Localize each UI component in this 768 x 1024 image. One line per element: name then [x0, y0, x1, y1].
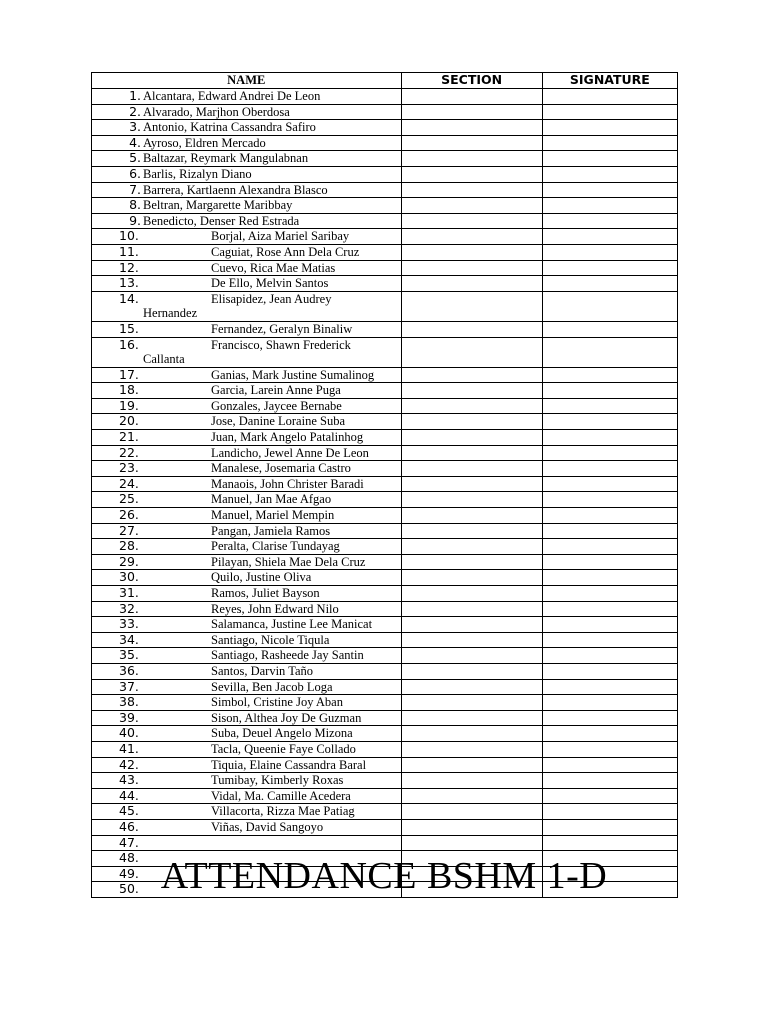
signature-cell[interactable] — [542, 804, 677, 820]
student-name: Alvarado, Marjhon Oberdosa — [143, 104, 290, 119]
signature-cell[interactable] — [542, 213, 677, 229]
student-name: Garcia, Larein Anne Puga — [211, 383, 341, 398]
signature-cell[interactable] — [542, 476, 677, 492]
section-cell[interactable] — [401, 679, 542, 695]
section-cell[interactable] — [401, 508, 542, 524]
signature-cell[interactable] — [542, 695, 677, 711]
section-cell[interactable] — [401, 367, 542, 383]
name-cell — [92, 773, 402, 789]
name-cell — [92, 337, 402, 367]
signature-column-header: SIGNATURE — [542, 73, 677, 89]
table-row — [92, 398, 678, 414]
section-cell[interactable] — [401, 788, 542, 804]
section-cell[interactable] — [401, 773, 542, 789]
section-cell[interactable] — [401, 198, 542, 214]
row-number: 28. — [119, 538, 139, 554]
student-name: Reyes, John Edward Nilo — [211, 601, 339, 616]
table-row — [92, 663, 678, 679]
section-cell[interactable] — [401, 337, 542, 367]
row-number: 12. — [119, 259, 139, 275]
signature-cell[interactable] — [542, 430, 677, 446]
name-cell — [92, 120, 402, 136]
signature-cell[interactable] — [542, 508, 677, 524]
student-name: Tacla, Queenie Faye Collado — [211, 741, 356, 756]
name-cell — [92, 617, 402, 633]
student-name: Suba, Deuel Angelo Mizona — [211, 726, 353, 741]
name-cell — [92, 508, 402, 524]
table-row — [92, 835, 678, 851]
signature-cell[interactable] — [542, 539, 677, 555]
row-number: 14. — [119, 290, 139, 306]
table-row — [92, 741, 678, 757]
section-cell[interactable] — [401, 166, 542, 182]
signature-cell[interactable] — [542, 492, 677, 508]
signature-cell[interactable] — [542, 757, 677, 773]
table-row — [92, 710, 678, 726]
name-cell — [92, 788, 402, 804]
section-cell[interactable] — [401, 291, 542, 321]
student-name: Ayroso, Eldren Mercado — [143, 135, 266, 150]
table-row — [92, 554, 678, 570]
table-row — [92, 632, 678, 648]
student-name: Pilayan, Shiela Mae Dela Cruz — [211, 554, 366, 569]
student-name: Manuel, Jan Mae Afgao — [211, 492, 332, 507]
signature-cell[interactable] — [542, 835, 677, 851]
signature-cell[interactable] — [542, 741, 677, 757]
row-number: 5. — [129, 150, 141, 166]
table-row — [92, 367, 678, 383]
table-row — [92, 260, 678, 276]
signature-cell[interactable] — [542, 321, 677, 337]
signature-cell[interactable] — [542, 632, 677, 648]
student-name: Simbol, Cristine Joy Aban — [211, 695, 343, 710]
row-number: 39. — [119, 709, 139, 725]
table-row — [92, 586, 678, 602]
row-number: 49. — [119, 865, 139, 881]
section-cell[interactable] — [401, 151, 542, 167]
section-cell[interactable] — [401, 104, 542, 120]
row-number: 23. — [119, 460, 139, 476]
signature-cell[interactable] — [542, 601, 677, 617]
section-cell[interactable] — [401, 617, 542, 633]
student-name: Alcantara, Edward Andrei De Leon — [143, 89, 321, 103]
student-name: Benedicto, Denser Red Estrada — [143, 213, 300, 228]
row-number: 20. — [119, 413, 139, 429]
row-number: 10. — [119, 228, 139, 244]
student-name: Manalese, Josemaria Castro — [211, 461, 351, 476]
table-row — [92, 804, 678, 820]
row-number: 48. — [119, 850, 139, 866]
name-cell — [92, 166, 402, 182]
section-cell[interactable] — [401, 757, 542, 773]
table-row — [92, 476, 678, 492]
name-cell — [92, 104, 402, 120]
section-cell[interactable] — [401, 260, 542, 276]
row-number: 16. — [119, 336, 139, 352]
signature-cell[interactable] — [542, 523, 677, 539]
student-name: Francisco, Shawn Frederick — [211, 337, 351, 352]
section-cell[interactable] — [401, 741, 542, 757]
table-row — [92, 104, 678, 120]
section-cell[interactable] — [401, 819, 542, 835]
table-row — [92, 213, 678, 229]
table-row — [92, 788, 678, 804]
name-cell — [92, 679, 402, 695]
row-number: 44. — [119, 787, 139, 803]
student-name: Jose, Danine Loraine Suba — [211, 414, 345, 429]
signature-cell[interactable] — [542, 367, 677, 383]
name-cell — [92, 367, 402, 383]
row-number: 15. — [119, 320, 139, 336]
row-number: 34. — [119, 631, 139, 647]
signature-cell[interactable] — [542, 663, 677, 679]
section-cell[interactable] — [401, 554, 542, 570]
row-number: 19. — [119, 397, 139, 413]
name-cell — [92, 321, 402, 337]
student-name: Villacorta, Rizza Mae Patiag — [211, 804, 355, 819]
table-row — [92, 757, 678, 773]
table-row — [92, 492, 678, 508]
row-number: 36. — [119, 662, 139, 678]
student-name: Sevilla, Ben Jacob Loga — [211, 679, 333, 694]
row-number: 8. — [129, 197, 141, 213]
student-name: Landicho, Jewel Anne De Leon — [211, 445, 369, 460]
name-cell — [92, 648, 402, 664]
table-row — [92, 726, 678, 742]
name-cell — [92, 757, 402, 773]
table-row — [92, 120, 678, 136]
student-name: Baltazar, Reymark Mangulabnan — [143, 151, 309, 166]
signature-cell[interactable] — [542, 679, 677, 695]
student-name: Tumibay, Kimberly Roxas — [211, 773, 344, 788]
student-name: Gonzales, Jaycee Bernabe — [211, 398, 342, 413]
row-number: 9. — [129, 212, 141, 228]
student-name: Pangan, Jamiela Ramos — [211, 523, 331, 538]
student-name: Beltran, Margarette Maribbay — [143, 198, 293, 213]
row-number: 17. — [119, 366, 139, 382]
name-cell — [92, 213, 402, 229]
name-cell — [92, 414, 402, 430]
name-cell — [92, 198, 402, 214]
name-cell — [92, 291, 402, 321]
section-cell[interactable] — [401, 89, 542, 105]
name-cell — [92, 586, 402, 602]
student-name: Quilo, Justine Oliva — [211, 570, 312, 585]
name-cell — [92, 819, 402, 835]
signature-cell[interactable] — [542, 291, 677, 321]
student-name: Sison, Althea Joy De Guzman — [211, 710, 362, 725]
student-name: Cuevo, Rica Mae Matias — [211, 260, 336, 275]
table-row — [92, 291, 678, 321]
row-number: 35. — [119, 647, 139, 663]
table-row — [92, 182, 678, 198]
row-number: 30. — [119, 569, 139, 585]
table-row — [92, 445, 678, 461]
name-column-header: NAME — [92, 73, 402, 89]
row-number: 25. — [119, 491, 139, 507]
signature-cell[interactable] — [542, 89, 677, 105]
table-row — [92, 135, 678, 151]
section-cell[interactable] — [401, 182, 542, 198]
section-column-header: SECTION — [401, 73, 542, 89]
row-number: 3. — [129, 119, 141, 135]
row-number: 29. — [119, 553, 139, 569]
signature-cell[interactable] — [542, 166, 677, 182]
section-cell[interactable] — [401, 835, 542, 851]
name-cell — [92, 663, 402, 679]
table-row — [92, 229, 678, 245]
student-name: Juan, Mark Angelo Patalinhog — [211, 430, 364, 445]
row-number: 45. — [119, 803, 139, 819]
row-number: 1. — [129, 88, 141, 103]
row-number: 26. — [119, 507, 139, 523]
signature-cell[interactable] — [542, 135, 677, 151]
student-name: Santiago, Nicole Tiqula — [211, 632, 330, 647]
student-name: Caguiat, Rose Ann Dela Cruz — [211, 244, 360, 259]
student-name: Ganias, Mark Justine Sumalinog — [211, 367, 375, 382]
row-number: 31. — [119, 585, 139, 600]
table-row — [92, 430, 678, 446]
name-cell — [92, 461, 402, 477]
signature-cell[interactable] — [542, 461, 677, 477]
signature-cell[interactable] — [542, 104, 677, 120]
name-cell — [92, 476, 402, 492]
table-row — [92, 414, 678, 430]
student-name: Manaois, John Christer Baradi — [211, 476, 364, 491]
row-number: 40. — [119, 725, 139, 741]
table-row — [92, 601, 678, 617]
name-cell — [92, 695, 402, 711]
signature-cell[interactable] — [542, 570, 677, 586]
section-cell[interactable] — [401, 321, 542, 337]
section-cell[interactable] — [401, 570, 542, 586]
table-row — [92, 321, 678, 337]
student-name: Fernandez, Geralyn Binaliw — [211, 321, 353, 336]
student-name: Borjal, Aiza Mariel Saribay — [211, 229, 350, 244]
student-name: Antonio, Katrina Cassandra Safiro — [143, 120, 316, 135]
student-name: Barlis, Rizalyn Diano — [143, 166, 252, 181]
section-cell[interactable] — [401, 414, 542, 430]
table-row — [92, 508, 678, 524]
name-cell — [92, 89, 402, 105]
signature-cell[interactable] — [542, 617, 677, 633]
signature-cell[interactable] — [542, 120, 677, 136]
table-row — [92, 819, 678, 835]
row-number: 11. — [119, 243, 139, 259]
name-cell — [92, 539, 402, 555]
table-row — [92, 276, 678, 292]
name-cell — [92, 182, 402, 198]
section-cell[interactable] — [401, 276, 542, 292]
signature-cell[interactable] — [542, 182, 677, 198]
row-number: 32. — [119, 600, 139, 616]
name-cell — [92, 135, 402, 151]
name-cell — [92, 383, 402, 399]
student-name-continued: Callanta — [143, 352, 185, 367]
row-number: 37. — [119, 678, 139, 694]
row-number: 42. — [119, 756, 139, 772]
signature-cell[interactable] — [542, 788, 677, 804]
row-number: 6. — [129, 165, 141, 181]
name-cell — [92, 244, 402, 260]
name-cell — [92, 570, 402, 586]
section-cell[interactable] — [401, 229, 542, 245]
signature-cell[interactable] — [542, 726, 677, 742]
student-name: De Ello, Melvin Santos — [211, 276, 329, 291]
row-number: 21. — [119, 429, 139, 445]
table-row — [92, 523, 678, 539]
name-cell — [92, 804, 402, 820]
section-cell[interactable] — [401, 539, 542, 555]
signature-cell[interactable] — [542, 383, 677, 399]
name-cell — [92, 260, 402, 276]
name-cell — [92, 741, 402, 757]
name-cell — [92, 492, 402, 508]
name-cell — [92, 229, 402, 245]
student-name-continued: Hernandez — [143, 306, 198, 321]
section-cell[interactable] — [401, 476, 542, 492]
table-row — [92, 570, 678, 586]
row-number: 27. — [119, 522, 139, 538]
table-row — [92, 198, 678, 214]
row-number: 46. — [119, 818, 139, 834]
section-cell[interactable] — [401, 492, 542, 508]
section-cell[interactable] — [401, 695, 542, 711]
attendance-table — [91, 72, 678, 898]
student-name: Vidal, Ma. Camille Acedera — [211, 788, 351, 803]
student-name: Salamanca, Justine Lee Manicat — [211, 617, 373, 632]
signature-cell[interactable] — [542, 819, 677, 835]
row-number: 13. — [119, 275, 139, 291]
section-cell[interactable] — [401, 726, 542, 742]
section-cell[interactable] — [401, 398, 542, 414]
table-row — [92, 695, 678, 711]
name-cell — [92, 398, 402, 414]
section-cell[interactable] — [401, 804, 542, 820]
student-name: Santiago, Rasheede Jay Santin — [211, 648, 364, 663]
student-name: Viñas, David Sangoyo — [211, 819, 324, 834]
section-cell[interactable] — [401, 601, 542, 617]
section-cell[interactable] — [401, 523, 542, 539]
name-cell — [92, 445, 402, 461]
signature-cell[interactable] — [542, 398, 677, 414]
name-cell — [92, 601, 402, 617]
section-cell[interactable] — [401, 461, 542, 477]
table-row — [92, 648, 678, 664]
student-name — [145, 836, 211, 850]
row-number: 43. — [119, 772, 139, 788]
name-cell — [92, 835, 402, 851]
table-row — [92, 773, 678, 789]
row-number: 4. — [129, 134, 141, 150]
section-cell[interactable] — [401, 648, 542, 664]
signature-cell[interactable] — [542, 586, 677, 602]
signature-cell[interactable] — [542, 773, 677, 789]
row-number: 22. — [119, 444, 139, 460]
name-cell — [92, 523, 402, 539]
section-cell[interactable] — [401, 445, 542, 461]
page-title: ATTENDANCE BSHM 1-D — [160, 855, 608, 897]
table-row — [92, 383, 678, 399]
signature-cell[interactable] — [542, 648, 677, 664]
table-row — [92, 337, 678, 367]
name-cell — [92, 726, 402, 742]
section-cell[interactable] — [401, 383, 542, 399]
table-row — [92, 244, 678, 260]
table-row — [92, 461, 678, 477]
student-name: Ramos, Juliet Bayson — [211, 586, 320, 600]
row-number: 33. — [119, 616, 139, 632]
signature-cell[interactable] — [542, 260, 677, 276]
section-cell[interactable] — [401, 710, 542, 726]
signature-cell[interactable] — [542, 198, 677, 214]
section-cell[interactable] — [401, 663, 542, 679]
signature-cell[interactable] — [542, 445, 677, 461]
student-name: Peralta, Clarise Tundayag — [211, 539, 340, 554]
name-cell — [92, 554, 402, 570]
row-number: 2. — [129, 103, 141, 119]
signature-cell[interactable] — [542, 229, 677, 245]
student-name: Manuel, Mariel Mempin — [211, 508, 335, 523]
signature-cell[interactable] — [542, 244, 677, 260]
row-number: 50. — [119, 881, 139, 897]
table-row — [92, 539, 678, 555]
header-row — [92, 73, 678, 89]
name-cell — [92, 151, 402, 167]
student-name: Barrera, Kartlaenn Alexandra Blasco — [143, 182, 328, 197]
name-cell — [92, 632, 402, 648]
student-name: Tiquia, Elaine Cassandra Baral — [211, 757, 367, 772]
row-number: 24. — [119, 475, 139, 491]
table-row — [92, 89, 678, 105]
table-row — [92, 679, 678, 695]
name-cell — [92, 710, 402, 726]
name-cell — [92, 276, 402, 292]
signature-cell[interactable] — [542, 710, 677, 726]
signature-cell[interactable] — [542, 276, 677, 292]
section-cell[interactable] — [401, 244, 542, 260]
section-cell[interactable] — [401, 120, 542, 136]
table-row — [92, 166, 678, 182]
row-number: 18. — [119, 382, 139, 398]
signature-cell[interactable] — [542, 151, 677, 167]
section-cell[interactable] — [401, 430, 542, 446]
section-cell[interactable] — [401, 135, 542, 151]
row-number: 38. — [119, 694, 139, 710]
section-cell[interactable] — [401, 213, 542, 229]
section-cell[interactable] — [401, 586, 542, 602]
table-row — [92, 151, 678, 167]
signature-cell[interactable] — [542, 414, 677, 430]
name-cell — [92, 430, 402, 446]
row-number: 7. — [129, 181, 141, 197]
student-name: Santos, Darvin Taño — [211, 663, 314, 678]
signature-cell[interactable] — [542, 554, 677, 570]
table-row — [92, 617, 678, 633]
section-cell[interactable] — [401, 632, 542, 648]
row-number: 41. — [119, 740, 139, 756]
signature-cell[interactable] — [542, 337, 677, 367]
student-name: Elisapidez, Jean Audrey — [211, 291, 332, 306]
row-number: 47. — [119, 834, 139, 850]
